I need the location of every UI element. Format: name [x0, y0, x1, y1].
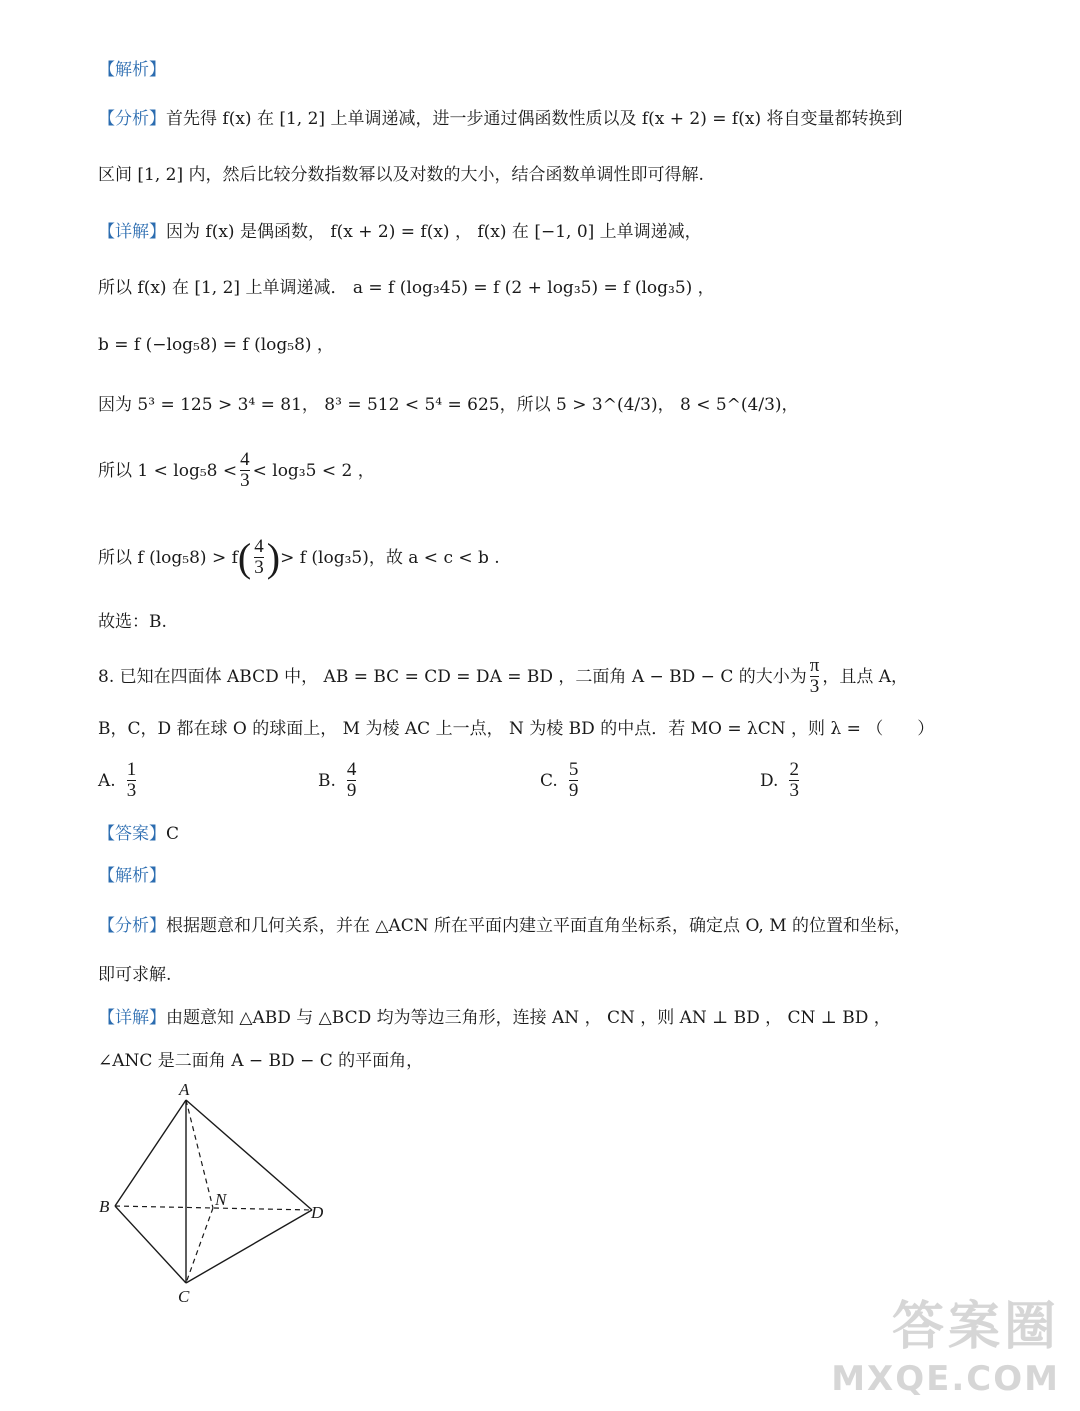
segment-cn-hidden [186, 1208, 213, 1283]
option-b [318, 760, 359, 801]
fraction-denominator: 3 [254, 557, 264, 578]
option-b-fraction [347, 760, 357, 801]
fraction-denominator: 3 [240, 470, 250, 491]
option-b-den: 9 [346, 780, 357, 801]
q8-line1-post: ，且点 A， [822, 666, 909, 687]
derivation-line-2: 所以 f(x) 在 [1, 2] 上单调递减． a = f (log₃45) = f (2 + log₃5) = f (log₃5) ， [98, 278, 715, 298]
fraction-4-3 [240, 450, 250, 491]
guxuan-line: 故选：B. [98, 612, 167, 632]
line6-post: > f (log₃5)，故 a < c < b . [280, 547, 500, 568]
pi-over-3 [810, 656, 820, 697]
line6-pre: 所以 f (log₅8) > f [98, 547, 238, 568]
option-d [760, 760, 802, 801]
xiangjie-text-q8: 由题意知 △ABD 与 △BCD 均为等边三角形，连接 AN ， CN ，则 AN ⊥ BD ， CN ⊥ BD ， [166, 1008, 891, 1028]
fraction-4-3-b [254, 537, 264, 578]
derivation-line-6: 所以 f (log₅8) > f ( $\frac{4}{3}$ ) > f (log₃5)，故 a < c < b . [98, 534, 500, 580]
option-a-den: 3 [126, 780, 137, 801]
answer-value: C [166, 824, 180, 844]
watermark-line-1: 答案圈 [891, 1297, 1060, 1357]
fenxi-text-q8: 根据题意和几何关系，并在 △ACN 所在平面内建立平面直角坐标系，确定点 O, M 的位置和坐标， [166, 916, 912, 936]
fenxi-line-1 [98, 104, 902, 134]
line5-pre: 所以 1 < log₅8 < [98, 460, 238, 481]
xiangjie-text-1: 因为 f(x) 是偶函数， f(x + 2) = f(x) ， f(x) 在 [−1, 0] 上单调递减， [166, 222, 702, 242]
line5-post: < log₃5 < 2 ， [252, 460, 375, 481]
segment-an-hidden [186, 1100, 213, 1208]
question-8-line-1 [98, 656, 908, 697]
fraction-numerator: 4 [254, 536, 264, 557]
option-c-num: 5 [568, 759, 579, 780]
pi-numerator: π [809, 655, 820, 676]
option-c [540, 760, 581, 801]
edge-cd [186, 1210, 312, 1283]
xiangjie-line-q8-2: ∠ANC 是二面角 A − BD − C 的平面角， [98, 1051, 424, 1071]
option-c-den: 9 [568, 780, 579, 801]
fenxi-tag-1: 【分析】 [98, 109, 166, 129]
jiexi-tag-2: 【解析】 [98, 866, 166, 886]
option-c-fraction [569, 760, 579, 801]
derivation-line-5 [98, 450, 375, 491]
option-a [98, 760, 139, 801]
edge-bd-hidden [115, 1206, 312, 1210]
xiangjie-line-q8-1 [98, 1003, 891, 1033]
fenxi-tag-2: 【分析】 [98, 916, 166, 936]
option-a-label: A. [98, 770, 116, 791]
question-8-line-2: B，C，D 都在球 O 的球面上， M 为棱 AC 上一点， N 为棱 BD 的中点．若 MO = λCN ，则 λ = （ ） [98, 719, 935, 739]
vertex-label-b: B [99, 1197, 110, 1216]
xiangjie-line-1 [98, 217, 702, 247]
pi-denominator: 3 [809, 676, 820, 697]
answer-tag: 【答案】 [98, 824, 166, 844]
jiexi-tag-1: 【解析】 [98, 60, 166, 80]
option-a-num: 1 [126, 759, 137, 780]
option-c-label: C. [540, 770, 558, 791]
option-d-label: D. [760, 770, 779, 791]
edge-ad [186, 1100, 312, 1210]
fenxi-line-2: 区间 [1, 2] 内，然后比较分数指数幂以及对数的大小，结合函数单调性即可得解. [98, 165, 704, 185]
option-b-num: 4 [346, 759, 357, 780]
fraction-numerator: 4 [240, 449, 250, 470]
vertex-label-d: D [311, 1203, 324, 1222]
option-d-num: 2 [789, 759, 799, 780]
edge-bc [115, 1206, 186, 1283]
derivation-line-4: 因为 5³ = 125 > 3⁴ = 81， 8³ = 512 < 5⁴ = 625，所以 5 > 3^(4/3)， 8 < 5^(4/3)， [98, 395, 799, 415]
answer-line [98, 819, 179, 849]
xiangjie-tag-1: 【详解】 [98, 222, 166, 242]
option-a-fraction [127, 760, 137, 801]
vertex-label-a: A [179, 1080, 190, 1099]
q8-line1-pre: 8. 已知在四面体 ABCD 中， AB = BC = CD = DA = BD ，二面角 A − BD − C 的大小为 [98, 666, 807, 687]
watermark [831, 1284, 1060, 1399]
option-d-fraction [789, 760, 799, 801]
option-b-label: B. [318, 770, 336, 791]
option-d-den: 3 [789, 780, 799, 801]
watermark-line-2: MXQE.COM [831, 1359, 1060, 1399]
fenxi-text-1: 首先得 f(x) 在 [1, 2] 上单调递减，进一步通过偶函数性质以及 f(x + 2) = f(x) 将自变量都转换到 [166, 109, 903, 129]
derivation-line-3: b = f (−log₅8) = f (log₅8) ， [98, 335, 334, 355]
edge-ab [115, 1100, 186, 1206]
fenxi-line-q8-2: 即可求解. [98, 965, 172, 985]
xiangjie-tag-2: 【详解】 [98, 1008, 166, 1028]
tetrahedron-figure [90, 1080, 340, 1310]
vertex-label-c: C [178, 1287, 190, 1306]
point-label-n: N [215, 1190, 227, 1209]
fenxi-line-q8-1 [98, 911, 911, 941]
